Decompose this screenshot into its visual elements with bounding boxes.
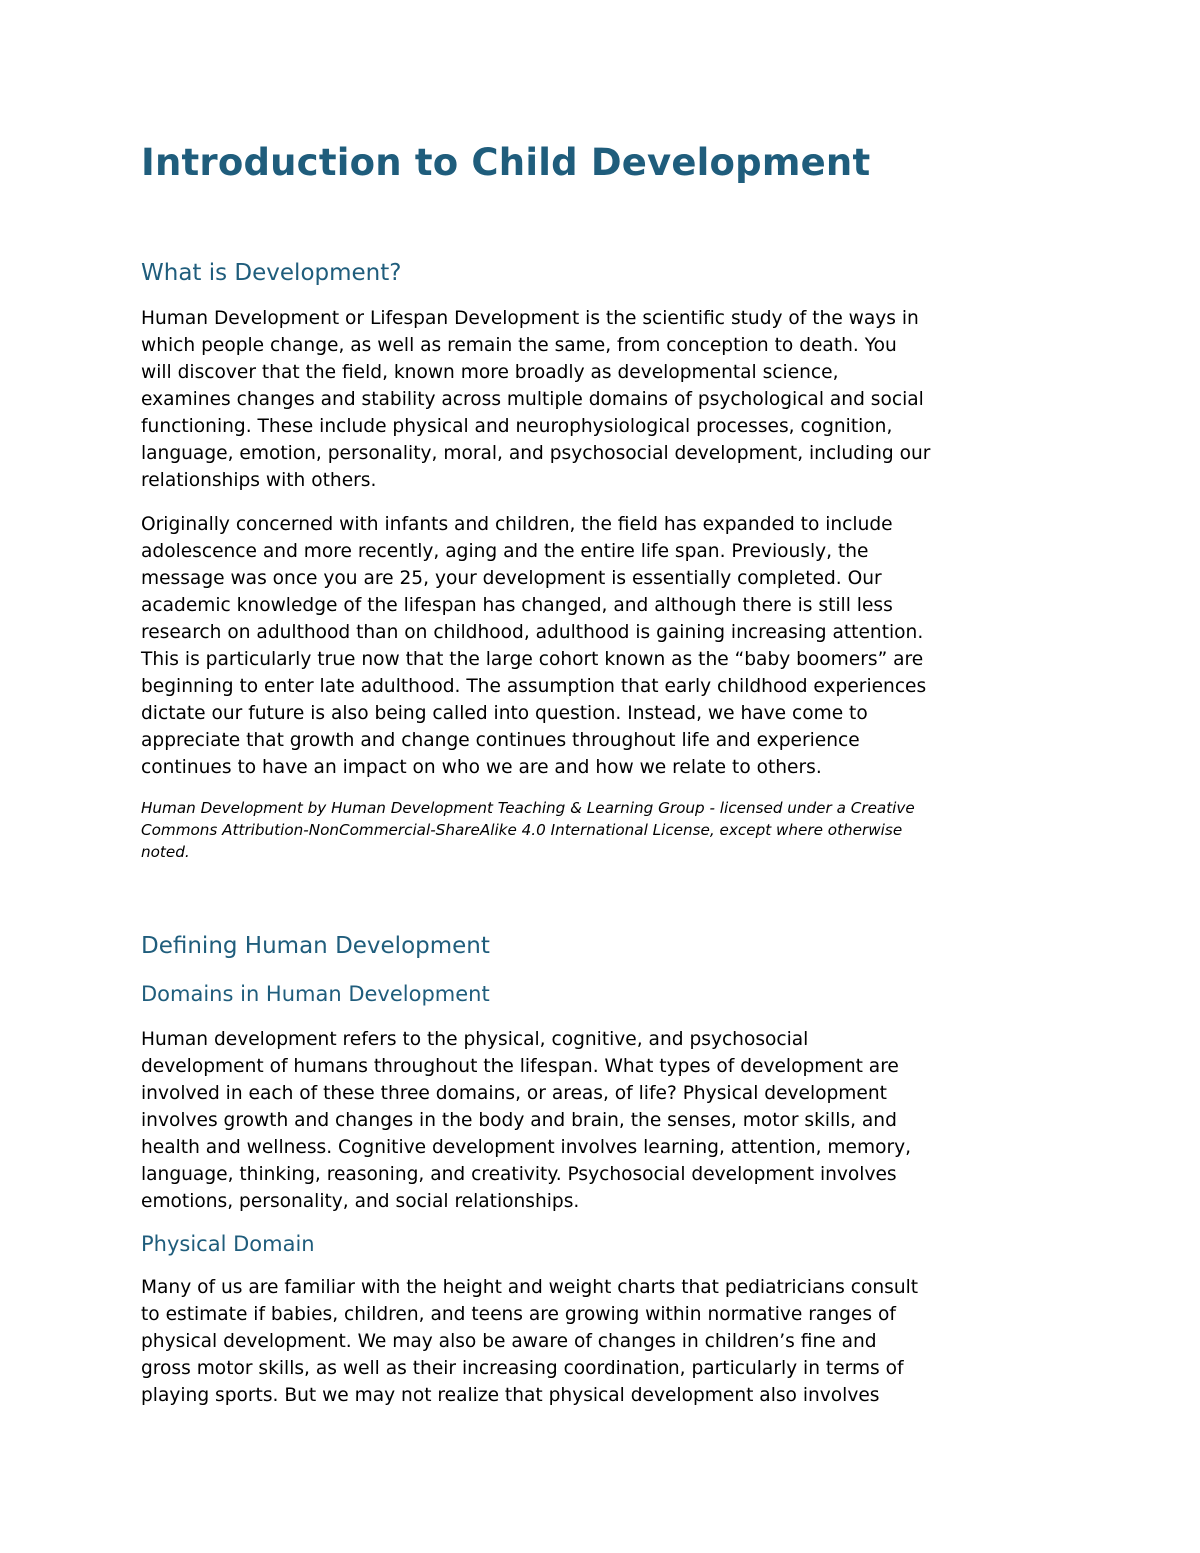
paragraph-domains — [141, 1026, 1066, 1215]
text-line: emotions, personality, and social relationships. — [141, 1191, 580, 1212]
credit-line: Commons Attribution-NonCommercial-ShareAlike 4.0 International License, except where otherwise — [141, 821, 903, 839]
text-line: physical development. We may also be aware of changes in children’s fine and — [141, 1331, 877, 1352]
text-line: This is particularly true now that the large cohort known as the “baby boomers” are — [141, 649, 924, 670]
text-line: appreciate that growth and change continues throughout life and experience — [141, 730, 860, 751]
text-line: which people change, as well as remain the same, from conception to death. You — [141, 335, 897, 356]
heading-defining-human-development: Defining Human Development — [141, 933, 490, 959]
heading-physical-domain: Physical Domain — [141, 1232, 315, 1256]
text-line: gross motor skills, as well as their increasing coordination, particularly in terms of — [141, 1358, 904, 1379]
text-line: development of humans throughout the lifespan. What types of development are — [141, 1056, 899, 1077]
paragraph-what-is-development-2 — [141, 511, 1066, 781]
text-line: research on adulthood than on childhood, adulthood is gaining increasing attention. — [141, 622, 924, 643]
text-line: to estimate if babies, children, and teens are growing within normative ranges of — [141, 1304, 896, 1325]
credit-line: noted. — [141, 843, 190, 861]
credit-line: Human Development by Human Development Teaching & Learning Group - licensed under a Creative — [141, 799, 915, 817]
text-line: Many of us are familiar with the height and weight charts that pediatricians consult — [141, 1277, 919, 1298]
paragraph-what-is-development-1 — [141, 305, 1066, 494]
text-line: adolescence and more recently, aging and the entire life span. Previously, the — [141, 541, 869, 562]
heading-what-is-development: What is Development? — [141, 260, 402, 286]
text-line: examines changes and stability across multiple domains of psychological and social — [141, 389, 924, 410]
text-line: message was once you are 25, your development is essentially completed. Our — [141, 568, 882, 589]
text-line: academic knowledge of the lifespan has changed, and although there is still less — [141, 595, 893, 616]
license-credit — [141, 797, 1066, 863]
heading-domains-in-human-development: Domains in Human Development — [141, 982, 490, 1006]
text-line: involved in each of these three domains, or areas, of life? Physical development — [141, 1083, 887, 1104]
text-line: dictate our future is also being called into question. Instead, we have come to — [141, 703, 868, 724]
text-line: functioning. These include physical and neurophysiological processes, cognition, — [141, 416, 893, 437]
text-line: language, thinking, reasoning, and creativity. Psychosocial development involves — [141, 1164, 897, 1185]
text-line: health and wellness. Cognitive development involves learning, attention, memory, — [141, 1137, 911, 1158]
text-line: will discover that the field, known more broadly as developmental science, — [141, 362, 839, 383]
text-line: continues to have an impact on who we are and how we relate to others. — [141, 757, 822, 778]
document-title: Introduction to Child Development — [141, 141, 871, 184]
paragraph-physical-domain — [141, 1274, 1066, 1409]
text-line: Human Development or Lifespan Development is the scientific study of the ways in — [141, 308, 919, 329]
text-line: Originally concerned with infants and children, the field has expanded to include — [141, 514, 893, 535]
text-line: involves growth and changes in the body and brain, the senses, motor skills, and — [141, 1110, 897, 1131]
text-line: beginning to enter late adulthood. The assumption that early childhood experiences — [141, 676, 927, 697]
text-line: language, emotion, personality, moral, and psychosocial development, including our — [141, 443, 931, 464]
text-line: playing sports. But we may not realize that physical development also involves — [141, 1385, 880, 1406]
text-line: relationships with others. — [141, 470, 377, 491]
text-line: Human development refers to the physical, cognitive, and psychosocial — [141, 1029, 809, 1050]
